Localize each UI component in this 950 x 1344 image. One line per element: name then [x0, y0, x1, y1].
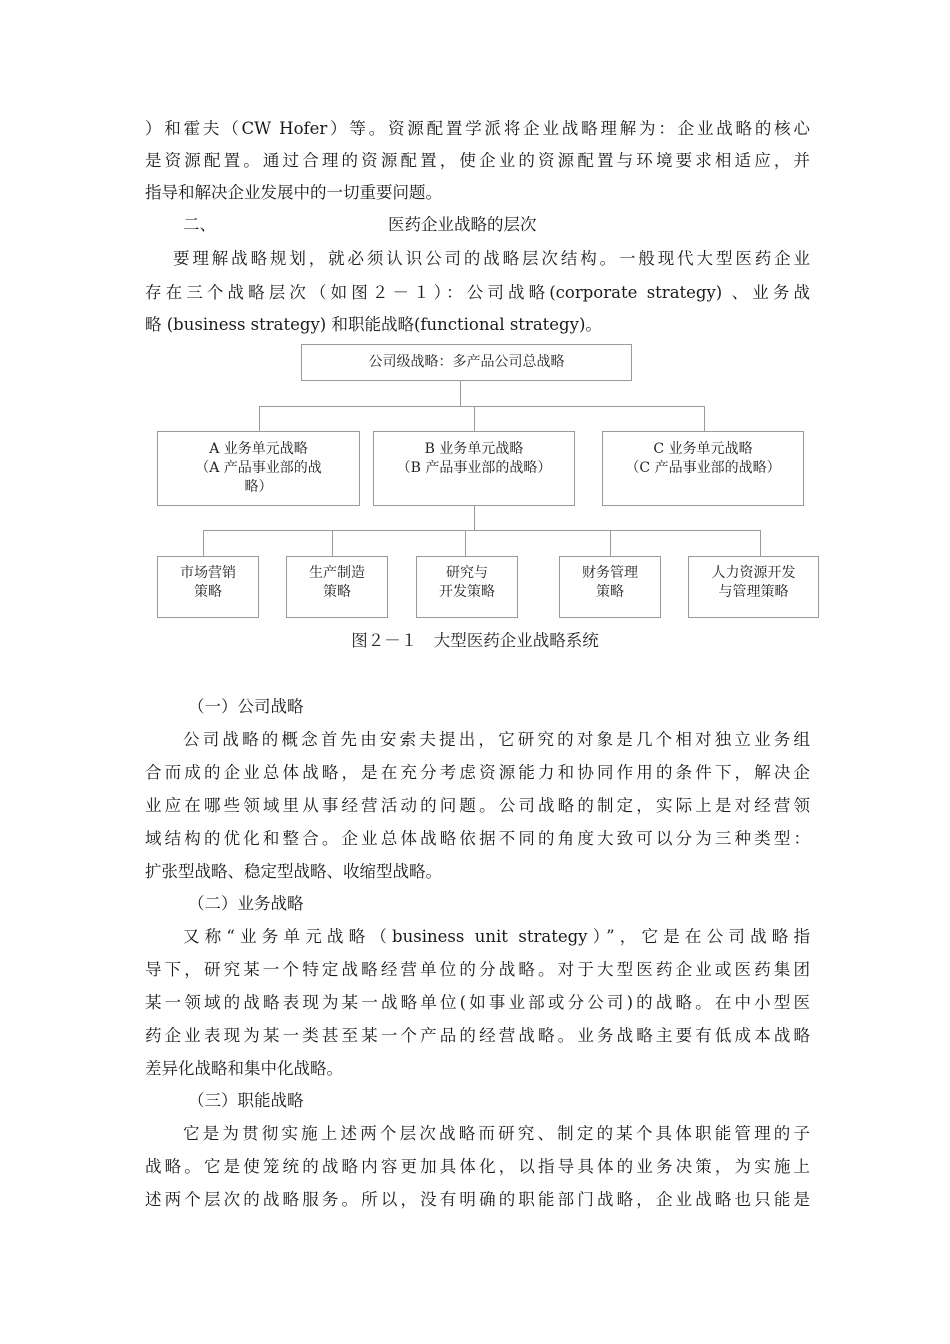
box-label: 策略: [596, 584, 624, 600]
section-number: 二、: [183, 215, 216, 234]
box-label: C 业务单元战略: [653, 441, 753, 457]
section-title: 医药企业战略的层次: [388, 215, 537, 234]
box-label: 与管理策略: [718, 584, 789, 600]
corporate-strategy-box: [301, 344, 632, 381]
box-label: 人力资源开发: [711, 565, 796, 581]
box-label: 市场营销: [180, 565, 236, 581]
connector-line: [332, 530, 333, 556]
paragraph-line: 导下，研究某一个特定战略经营单位的分战略。对于大型医药企业或医药集团: [145, 960, 810, 979]
connector-line: [203, 530, 204, 556]
function-marketing-box: [157, 556, 259, 618]
box-label: 公司级战略：多产品公司总战略: [368, 354, 565, 370]
paragraph-line: 合而成的企业总体战略，是在充分考虑资源能力和协同作用的条件下，解决企: [145, 763, 810, 782]
connector-line: [465, 530, 466, 556]
box-label: B 业务单元战略: [424, 441, 524, 457]
paragraph-line: 指导和解决企业发展中的一切重要问题。: [145, 183, 442, 202]
connector-line: [760, 530, 761, 556]
box-label: 研究与: [446, 565, 488, 581]
box-label: 略）: [244, 479, 273, 495]
connector-line: [259, 406, 705, 407]
function-finance-box: [559, 556, 661, 618]
connector-line: [610, 530, 611, 556]
function-production-box: [286, 556, 388, 618]
paragraph-line: 药企业表现为某一类甚至某一个产品的经营战略。业务战略主要有低成本战略: [145, 1026, 810, 1045]
paragraph-line: 它是为贯彻实施上述两个层次战略而研究、制定的某个具体职能管理的子: [183, 1124, 810, 1143]
connector-line: [704, 406, 705, 431]
paragraph-line: 又称“业务单元战略（business unit strategy）”，它是在公司战略指: [183, 927, 810, 946]
box-label: 策略: [323, 584, 351, 600]
connector-line: [460, 381, 461, 407]
connector-line: [474, 506, 475, 531]
connector-line: [259, 406, 260, 431]
subsection-heading: （一）公司战略: [188, 697, 304, 716]
function-rnd-box: [416, 556, 518, 618]
box-label: 策略: [194, 584, 222, 600]
paragraph-line: 是资源配置。通过合理的资源配置，使企业的资源配置与环境要求相适应，并: [145, 151, 810, 170]
function-hr-box: [688, 556, 819, 618]
paragraph-line: 存在三个战略层次（如图２－１）：公司战略(corporate strategy) 、业务战: [145, 283, 810, 302]
paragraph-line: 域结构的优化和整合。企业总体战略依据不同的角度大致可以分为三种类型：: [145, 829, 810, 848]
business-unit-a-box: [157, 431, 360, 506]
paragraph-line: 战略。它是使笼统的战略内容更加具体化，以指导具体的业务决策，为实施上: [145, 1157, 810, 1176]
box-label: （A 产品事业部的战: [195, 460, 322, 476]
paragraph-line: 某一领域的战略表现为某一战略单位(如事业部或分公司)的战略。在中小型医: [145, 993, 810, 1012]
connector-line: [203, 530, 761, 531]
box-label: （C 产品事业部的战略）: [625, 460, 781, 476]
paragraph-line: 公司战略的概念首先由安索夫提出，它研究的对象是几个相对独立业务组: [183, 730, 810, 749]
business-unit-c-box: [602, 431, 804, 506]
figure-caption: 图２－１ 大型医药企业战略系统: [351, 631, 599, 650]
connector-line: [474, 406, 475, 431]
paragraph-line: 述两个层次的战略服务。所以，没有明确的职能部门战略，企业战略也只能是: [145, 1190, 810, 1209]
paragraph-line: 要理解战略规划，就必须认识公司的战略层次结构。一般现代大型医药企业: [173, 249, 810, 268]
box-label: 财务管理: [582, 565, 638, 581]
subsection-heading: （三）职能战略: [188, 1091, 304, 1110]
box-label: 生产制造: [309, 565, 365, 581]
paragraph-line: 业应在哪些领域里从事经营活动的问题。公司战略的制定，实际上是对经营领: [145, 796, 810, 815]
box-label: A 业务单元战略: [209, 441, 308, 457]
business-unit-b-box: [373, 431, 575, 506]
subsection-heading: （二）业务战略: [188, 894, 304, 913]
paragraph-line: 差异化战略和集中化战略。: [145, 1059, 343, 1078]
box-label: （B 产品事业部的战略）: [396, 460, 552, 476]
paragraph-line: 扩张型战略、稳定型战略、收缩型战略。: [145, 862, 442, 881]
box-label: 开发策略: [439, 584, 495, 600]
paragraph-line: ）和霍夫（CW Hofer）等。资源配置学派将企业战略理解为：企业战略的核心: [145, 119, 810, 138]
paragraph-line: 略 (business strategy) 和职能战略(functional strategy)。: [145, 315, 602, 334]
